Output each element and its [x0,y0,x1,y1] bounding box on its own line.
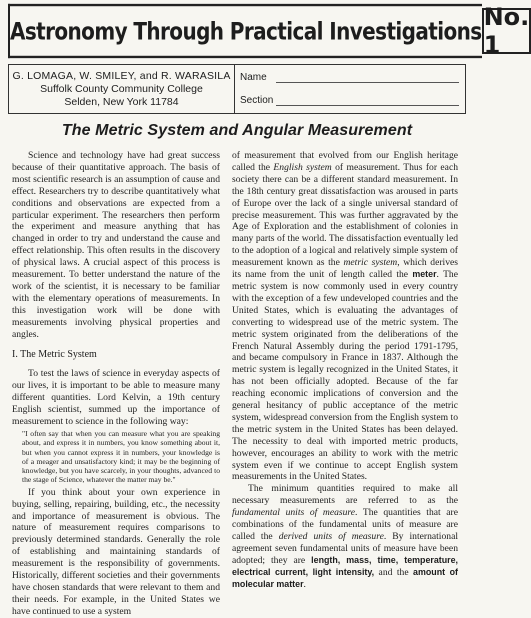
section-heading: I. The Metric System [12,348,97,360]
text-run: . [303,578,306,590]
series-title: Astronomy Through Practical Investigations [8,4,482,58]
text-run: . The metric system is now commonly used in every country with the exception of a few undeveloped countries and the United States, which is evaluating the advantages of converting to widespread use of the metric system. The metric system originated from the deliberations of the French Natural Assembly during the period 1791-1795, and became compulsory in France in 1837. Although the metric system is legally recognized in the United States, it has not been officially adopted. Because of the far reaching economic implications of conversion and the general hesitancy of public acceptance of the metric system, widespread conversion from the English system to the metric system in the United States has been delayed. The necessity to deal with imported metric products, however, encourages an ability to work with the metric system even if we continue to accept English system measurements in the United States. [232,269,458,483]
text-run: of measurement. Thus for each society there can be a different standard measurement. In the 18th century great dissatisfaction was aroused in parts of Europe over the lack of a single universal standard of precise measurement. This was further aggravated by the Age of Exploration and the establishment of colonies in many parts of the world. The dissatisfaction eventually led to the adoption of a logical and relatively simple system of measurement known as the [232,161,458,269]
metric-history-paragraph [232,150,458,483]
page-title: The Metric System and Angular Measurement [61,122,413,139]
right-column [232,150,458,591]
section-line[interactable] [276,105,459,106]
text-run: . The quantities that are combinations of the fundamental units of measure are called the [232,507,458,542]
emphasis-english-system: English system [273,161,332,173]
authors-row [8,64,466,114]
term-meter: meter [412,269,437,280]
name-label: Name [240,72,267,83]
section-field[interactable] [240,92,459,108]
fundamental-units-paragraph [232,483,458,590]
header [8,3,530,59]
name-field[interactable] [240,69,459,85]
author-names: G. LOMAGA, W. SMILEY, and R. WARASILA [12,70,231,82]
units-list: length, mass, time, temperature, electrical current, light intensity, [232,554,458,577]
intro-paragraph: Science and technology have had great success because of their quantitative approach. The basis of most scientific research is an assumption of cause and effect. Researchers try to describe quantitatively what conditions and observations are expected from a particular experiment. The researchers then perform the experiment and measure anything that has changed in order to try and understand the cause and effect relationship. This often results in the discovery of physical laws. A crucial aspect of this process is measurement. To better understand the nature of the work of the scientist, it is necessary to be familiar with the elementary operations of measurements. In this investigation work will be done with measurements involving physical properties and angles. [12,150,220,340]
emphasis-fundamental-units: fundamental units of measure [232,507,356,519]
student-fields [234,64,466,114]
emphasis-metric-system: metric system [343,257,398,269]
emphasis-derived-units: derived units of measure [278,531,384,542]
worksheet-number: No. 1 [483,3,530,59]
text-run: and the [374,566,414,578]
standards-paragraph: If you think about your own experience in buying, selling, repairing, building, etc., the necessity and importance of measurement is obvious. The nature of measurement requires comparisons to previously determined standards. Generally the role of establishing and maintaining standards of measurement is the responsibility of governments. Historically, different societies and their governments have chosen standards that were relevant to them and their needs. For example, in the United States we have continued to use a system [12,486,220,617]
section-label: Section [240,95,274,106]
text-run: , which derives its name from the unit of length called the [232,257,458,281]
text-run: of measurement that evolved from our English heritage called the [232,150,458,173]
left-column [12,150,220,618]
kelvin-paragraph: To test the laws of science in everyday aspects of our lives, it is important to be able to measure many different quantities. Lord Kelvin, a 19th century English scientist, summed up the importance of measurement to science in the following way: [12,368,220,428]
unit-molecular-matter: amount of molecular matter [232,566,458,589]
authors-block [8,64,234,114]
name-line[interactable] [276,82,459,83]
location: Selden, New York 11784 [64,96,179,108]
institution: Suffolk County Community College [40,83,203,95]
kelvin-quote: "I often say that when you can measure what you are speaking about, and express it in numbers, you know something about it, but when you cannot express it in numbers, your knowledge is of a meager and unsatisfactory kind; it may be the beginning of knowledge, but you have scarcely, in your thoughts, advanced to the stage of Science, whatever the matter may be." [22,428,220,485]
text-run: . By international agreement seven fundamental units of measure have been adopted; they are [232,531,458,566]
text-run: The minimum quantities required to make all necessary measurements are referred to as the [232,483,458,507]
